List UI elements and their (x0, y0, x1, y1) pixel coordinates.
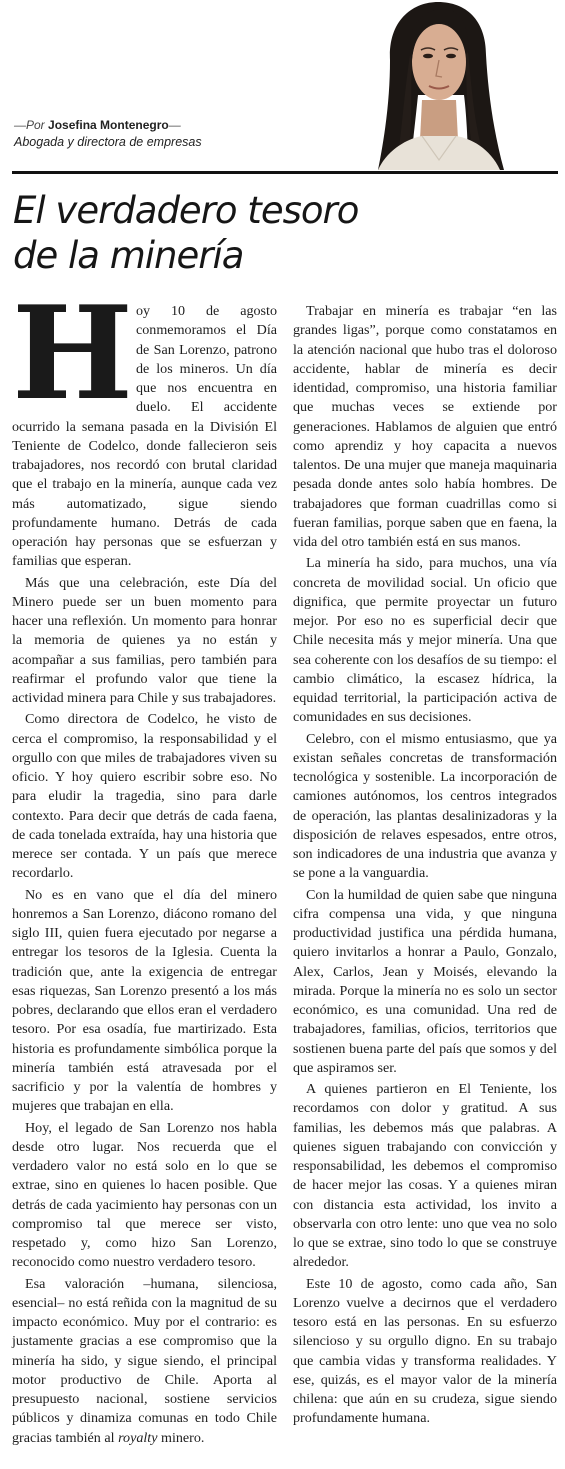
paragraph-11: A quienes partieron en El Teniente, los recordamos con dolor y gratitud. A sus familias, les debemos más que palabras. A quienes siguen trabajando con convicción y responsabilidad, les debemos el compromiso de hacer mejor las cosas. Y a quienes miran con distancia esta actividad, los invito a observarla con otro lente: uno que vea no solo lo que se extrae, sino todo lo que se construye alrededor. (293, 1081, 557, 1271)
paragraph-1-text: oy 10 de agosto conmemoramos el Día de San Lorenzo, patrono de los mineros. Un día que nos encuentra en duelo. El accidente ocurrido la semana pasada en la División El Teniente de Codelco, donde fallecieron seis trabajadores, nos recordó con brutal claridad que el trabajo en la minería, aunque cada vez más automatizado, sigue siendo profundamente humano. Detrás de cada operación hay personas que se esfuerzan y familias que esperan. (12, 303, 277, 570)
headline-line1: El verdadero tesoro (13, 189, 359, 232)
drop-cap: H (12, 279, 133, 429)
article-column-left (12, 279, 277, 1450)
paragraph-12: Este 10 de agosto, como cada año, San Lorenzo vuelve a decirnos que el verdadero tesoro está en las personas. En su esfuerzo silencioso y su orgullo digno. En su trabajo que cambia vidas y transforma realidades. Y ese, quizás, es el mayor valor de la minería chilena: que aún en su crudeza, sigue siendo profundamente humana. (293, 1275, 557, 1427)
byline-author-line (14, 118, 202, 132)
byline-prefix: —Por (14, 118, 49, 132)
article-column-right (293, 302, 557, 1431)
paragraph-5: Hoy, el legado de San Lorenzo nos habla desde otro lugar. Nos recuerda que el verdadero valor no está solo en lo que se extrae, sino en quienes lo hacen posible. Que detrás de cada yacimiento hay personas con un compromiso tal que merece ser visto, respetado y, como hizo San Lorenzo, reconocido como nuestro verdadero tesoro. (12, 1119, 277, 1271)
paragraph-3: Como directora de Codelco, he visto de cerca el compromiso, la responsabilidad y el orgullo con que miles de trabajadores viven su oficio. Y hoy quiero escribir sobre eso. No para eludir la tragedia, sino para darle contexto. Para decir que detrás de cada faena, de cada tonelada extraída, hay una historia que merece ser contada. Y un país que merece recordarlo. (12, 711, 277, 882)
paragraph-8: La minería ha sido, para muchos, una vía concreta de movilidad social. Un oficio que dignifica, que permite proyectar un futuro mejor. Por eso no es superficial decir que Chile necesita más y mejor minería. Una que sea coherente con los desafíos de su tiempo: el cambio climático, la escasez hídrica, la equidad territorial, la participación activa de comunidades en sus decisiones. (293, 555, 557, 726)
byline-suffix: — (168, 118, 181, 132)
paragraph-9: Celebro, con el mismo entusiasmo, que ya existan señales concretas de transformación tecnológica y sostenible. La incorporación de camiones autónomos, los centros integrados de operación, las plantas desalinizadoras y la disposición de relaves espesados, entre otros, son indicadores de una industria que avanza y se pone a la vanguardia. (293, 730, 557, 882)
author-role: Abogada y directora de empresas (14, 135, 202, 149)
header-rule (12, 171, 558, 174)
headline-line2: de la minería (13, 234, 244, 277)
paragraph-6-end: minero. (157, 1429, 205, 1446)
headline (13, 188, 553, 278)
paragraph-6-text: Esa valoración –humana, silenciosa, esencial– no está reñida con la magnitud de su impacto económico. Muy por el contrario: es justamente gracias a ese compromiso que la minería ha sido, y sigue siendo, el principal motor productivo de Chile. Aporta al presupuesto nacional, sostiene servicios públicos y dinamiza comunas en todo Chile gracias también al (12, 1275, 277, 1446)
paragraph-7: Trabajar en minería es trabajar “en las grandes ligas”, porque como constatamos en la atención nacional que hubo tras el doloroso accidente, hablar de minería es decir identidad, compromiso, una historia familiar que muchas veces se extiende por generaciones. Hablamos de alguien que entró como aprendiz y hoy capacita a nuevos talentos. De una mujer que maneja maquinaria pesada donde antes solo había hombres. De trabajadores que forman cuadrillas como si fueran familias, porque saben que en faena, la vida del otro también está en sus manos. (293, 303, 557, 550)
paragraph-6 (12, 1275, 277, 1448)
paragraph-4: No es en vano que el día del minero honremos a San Lorenzo, diácono romano del siglo III, quien fuera ejecutado por negarse a entregar los tesoros de la Iglesia. Cuenta la tradición que, ante la exigencia de entregar esas riquezas, San Lorenzo presentó a los más pobres, declarando que ellos eran el verdadero tesoro. Por esa osadía, fue martirizado. Esta historia es profundamente simbólica porque la minería también está atravesada por el sacrificio y por la valentía de hombres y mujeres que trabajan en ella. (12, 886, 277, 1115)
paragraph-1 (12, 279, 277, 572)
paragraph-6-italic: royalty (118, 1429, 158, 1446)
byline (14, 118, 202, 149)
author-photo (318, 0, 556, 170)
paragraph-10: Con la humildad de quien sabe que ninguna cifra compensa una vida, y que ninguna productividad justifica una pérdida humana, quiero invitarlos a honrar a Paulo, Gonzalo, Alex, Carlos, Jean y Moisés, elevando la mirada. Porque la minería no es solo un sector económico, es una comunidad. Una red de trabajadores, familias, oficios, territorios que sostienen buena parte del país que somos y del que aspiramos ser. (293, 886, 557, 1076)
paragraph-2: Más que una celebración, este Día del Minero puede ser un buen momento para hacer una reflexión. Un momento para honrar la memoria de quienes ya no están y acompañar a sus familias, pero también para reafirmar el profundo valor que tiene la actividad minera para Chile y sus trabajadores. (12, 574, 277, 706)
author-name: Josefina Montenegro (48, 118, 169, 132)
